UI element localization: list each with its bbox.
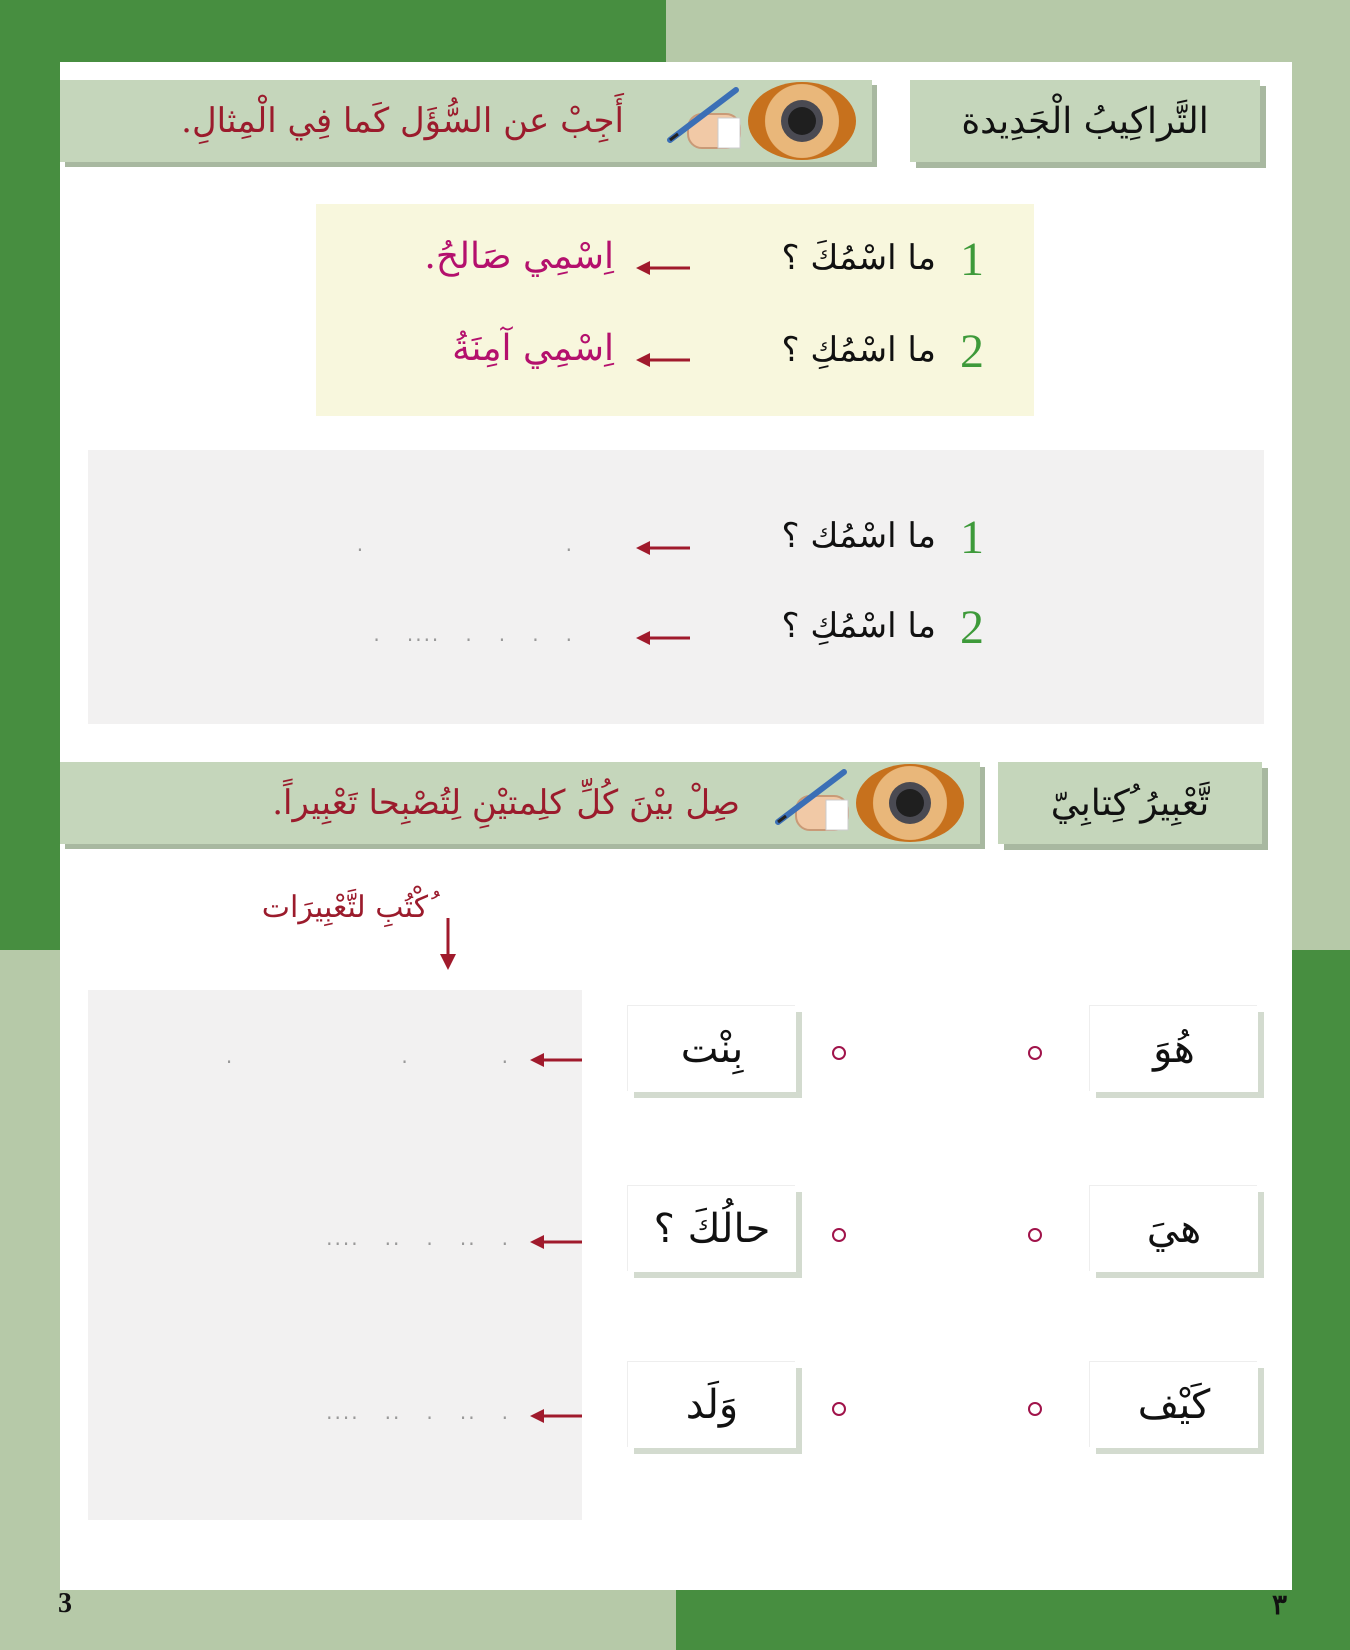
arrow-left-icon: [636, 630, 692, 646]
word-text: بِنْت: [680, 1026, 744, 1072]
expression-blank-1[interactable]: . . .: [225, 1044, 510, 1068]
example-question-2: ما اسْمُكِ ؟: [781, 330, 936, 370]
eye-icon: [748, 82, 856, 160]
match-dot-right-3[interactable]: [1028, 1402, 1042, 1416]
word-card-right-2[interactable]: [1090, 1186, 1258, 1272]
writing-hand-icon: [774, 766, 854, 836]
page-number-right: ٣: [1272, 1590, 1288, 1621]
answer-blank-1[interactable]: . .: [356, 532, 574, 556]
word-card-right-1[interactable]: [1090, 1006, 1258, 1092]
match-dot-right-2[interactable]: [1028, 1228, 1042, 1242]
match-dot-left-2[interactable]: [832, 1228, 846, 1242]
write-expressions-label: ُكْتُبِ لتَّعْبِيرَات: [261, 890, 428, 925]
expression-answer-area[interactable]: [88, 990, 582, 1520]
arrow-down-icon: [438, 918, 458, 970]
arrow-left-icon: [530, 1052, 582, 1068]
arrow-left-icon: [636, 540, 692, 556]
match-dot-right-1[interactable]: [1028, 1046, 1042, 1060]
writing-hand-icon: [666, 84, 746, 154]
instruction-banner-1: [60, 80, 872, 162]
footer-band-right: [676, 1590, 1350, 1650]
word-text: كَيْف: [1137, 1382, 1211, 1428]
word-card-left-3[interactable]: [628, 1362, 796, 1448]
word-card-left-1[interactable]: [628, 1006, 796, 1092]
instruction-icons: [636, 84, 866, 158]
practice-number-2: 2: [960, 601, 984, 654]
eye-icon: [856, 764, 964, 842]
example-answer-1: اِسْمِي صَالحُ.: [424, 236, 614, 277]
arrow-left-icon: [530, 1408, 582, 1424]
practice-question-2: ما اسْمُكِ ؟: [781, 606, 936, 646]
instruction-icons: [744, 766, 974, 840]
answer-blank-2[interactable]: . .... . . . .: [373, 622, 574, 646]
word-text: حالُكَ ؟: [653, 1206, 771, 1252]
practice-box: [88, 450, 1264, 724]
word-text: هيَ: [1146, 1206, 1202, 1252]
section-title-new-structures: [910, 80, 1260, 162]
example-question-1: ما اسْمُكَ ؟: [781, 238, 936, 278]
match-dot-left-3[interactable]: [832, 1402, 846, 1416]
match-dot-left-1[interactable]: [832, 1046, 846, 1060]
page-number-left: 3: [58, 1588, 72, 1619]
background-bottom-left: [0, 950, 60, 1650]
word-text: وَلَد: [685, 1382, 739, 1428]
instruction-text-2: صِلْ بيْنَ كُلِّ كلِمتيْنِ لِتُصْبِحا تَعْبِيراً.: [272, 783, 740, 823]
background-bottom-right: [1292, 950, 1350, 1590]
example-answer-2: اِسْمِي آمِنَةُ: [452, 328, 614, 369]
word-card-left-2[interactable]: [628, 1186, 796, 1272]
word-card-right-3[interactable]: [1090, 1362, 1258, 1448]
section-title-text: التَّراكِيبُ الْجَدِيدة: [961, 100, 1209, 142]
expression-blank-2[interactable]: .... .. . .. .: [326, 1226, 510, 1250]
section-title-written-expression: [998, 762, 1262, 844]
instruction-text-1: أَجِبْ عن السُّؤَل كَما فِي الْمِثالِ.: [181, 101, 624, 141]
expression-blank-3[interactable]: .... .. . .. .: [326, 1400, 510, 1424]
arrow-left-icon: [636, 352, 692, 368]
section-title-text: تَّعْبِيرُ ُكِتابِيّ: [1050, 782, 1210, 824]
arrow-left-icon: [636, 260, 692, 276]
practice-question-1: ما اسْمُك ؟: [781, 516, 936, 556]
example-number-1: 1: [960, 233, 984, 286]
word-text: هُوَ: [1153, 1026, 1195, 1072]
practice-number-1: 1: [960, 511, 984, 564]
example-number-2: 2: [960, 325, 984, 378]
footer-band-left: [0, 1590, 676, 1650]
instruction-banner-2: [60, 762, 980, 844]
arrow-left-icon: [530, 1234, 582, 1250]
